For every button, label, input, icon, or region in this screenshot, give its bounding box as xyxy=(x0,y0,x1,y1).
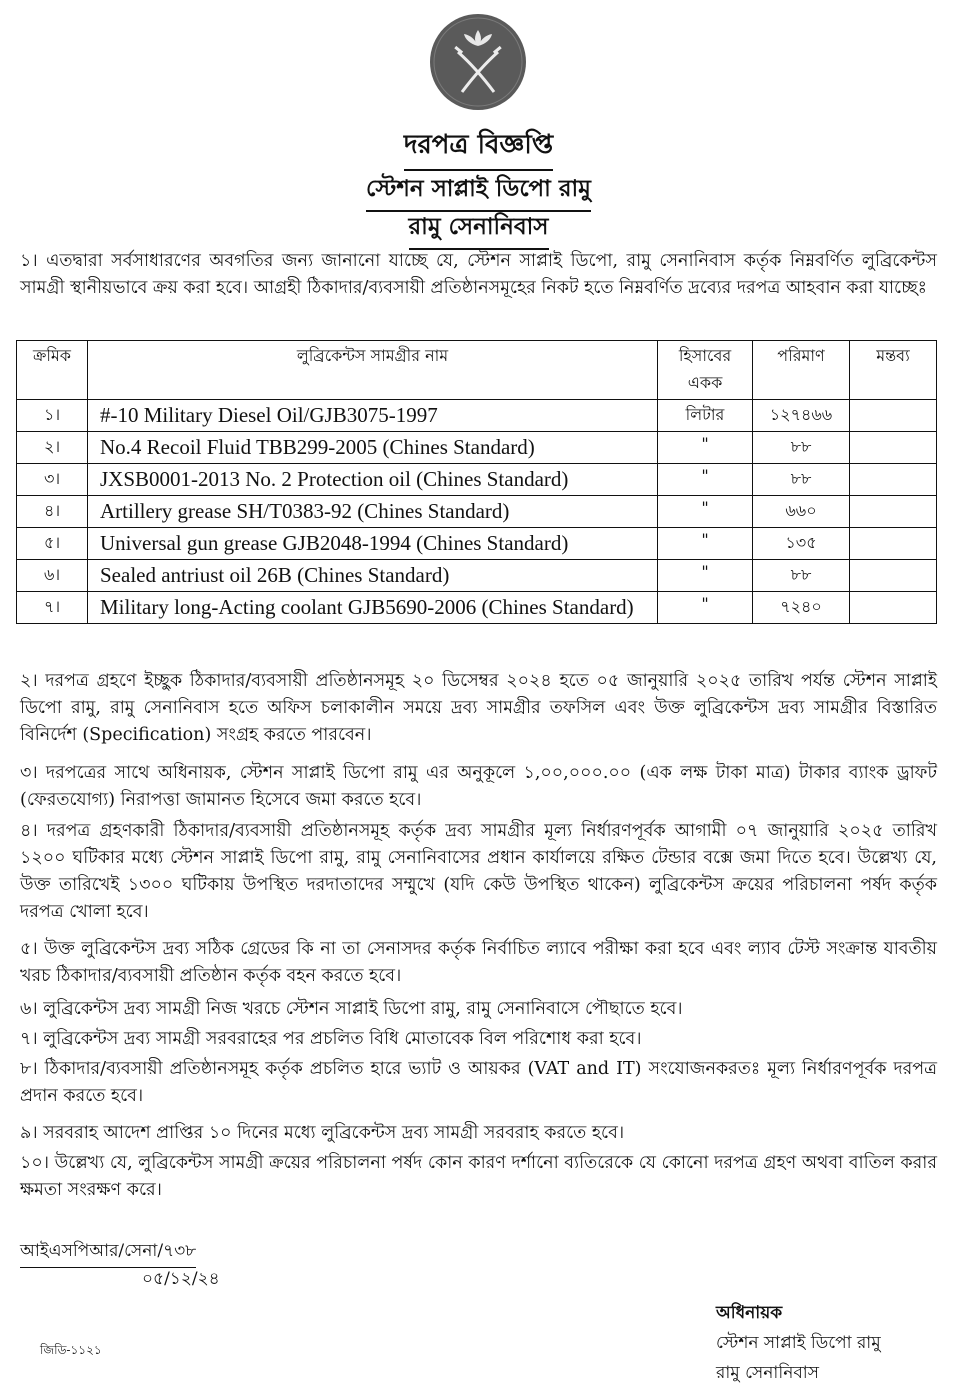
row-remarks xyxy=(850,496,937,528)
row-unit: " xyxy=(658,496,753,528)
table-row xyxy=(17,592,937,624)
row-item-name: Military long-Acting coolant GJB5690-2006 (Chines Standard) xyxy=(88,592,658,624)
table-row xyxy=(17,400,937,432)
row-quantity: ৮৮ xyxy=(753,464,850,496)
header-unit: হিসাবের একক xyxy=(658,341,753,400)
row-remarks xyxy=(850,400,937,432)
issue-date: ০৫/১২/২৪ xyxy=(142,1269,220,1289)
table-row xyxy=(17,528,937,560)
row-serial: ১। xyxy=(17,400,88,432)
table-row xyxy=(17,432,937,464)
row-remarks xyxy=(850,432,937,464)
clause-2-collection: ২। দরপত্র গ্রহণে ইচ্ছুক ঠিকাদার/ব্যবসায়ী প্রতিষ্ঠানসমূহ ২০ ডিসেম্বর ২০২৪ হতে ০৫ জানুয়ারি ২০২৫ তারিখ পর্যন্ত স্টেশন সাপ্লাই ডিপো রামু, রামু সেনানিবাস হতে অফিস চলাকালীন সময়ে দ্রব্য সামগ্রীর তফসিল এবং উক্ত লুব্রিকেন্টস দ্রব্য সামগ্রীর বিস্তারিত বিনির্দেশ (Specification) সংগ্রহ করতে পারবেন। xyxy=(20,671,937,745)
header-serial: ক্রমিক xyxy=(17,341,88,400)
header-item-name: লুব্রিকেন্টস সামগ্রীর নাম xyxy=(88,341,658,400)
signatory-office: স্টেশন সাপ্লাই ডিপো রামু xyxy=(716,1333,881,1353)
row-quantity: ৮৮ xyxy=(753,560,850,592)
clause-5-lab-test: ৫। উক্ত লুব্রিকেন্টস দ্রব্য সঠিক গ্রেডের কি না তা সেনাসদর কর্তৃক নির্বাচিত ল্যাবে পরীক্ষা করা হবে এবং ল্যাব টেস্ট সংক্রান্ত যাবতীয় খরচ ঠিকাদার/ব্যবসায়ী প্রতিষ্ঠান কর্তৃক বহন করতে হবে। xyxy=(20,939,937,986)
row-item-name: #-10 Military Diesel Oil/GJB3075-1997 xyxy=(88,400,658,432)
table-row xyxy=(17,464,937,496)
office-name: স্টেশন সাপ্লাই ডিপো রামু xyxy=(0,170,957,212)
signature-block xyxy=(716,1298,881,1388)
row-quantity: ৭২৪০ xyxy=(753,592,850,624)
clause-6-delivery: ৬। লুব্রিকেন্টস দ্রব্য সামগ্রী নিজ খরচে স্টেশন সাপ্লাই ডিপো রামু, রামু সেনানিবাসে পৌছাতে হবে। xyxy=(20,999,683,1019)
row-serial: ৩। xyxy=(17,464,88,496)
table-row xyxy=(17,560,937,592)
signatory-title: অধিনায়ক xyxy=(716,1303,783,1323)
row-unit: লিটার xyxy=(658,400,753,432)
header-quantity: পরিমাণ xyxy=(753,341,850,400)
army-emblem-logo xyxy=(428,12,528,112)
row-serial: ২। xyxy=(17,432,88,464)
row-item-name: No.4 Recoil Fluid TBB299-2005 (Chines Standard) xyxy=(88,432,658,464)
table-row xyxy=(17,496,937,528)
lubricants-table xyxy=(16,340,937,624)
reference-number: আইএসপিআর/সেনা/৭৩৮ xyxy=(20,1238,196,1268)
gd-code: জিডি-১১২১ xyxy=(40,1343,102,1357)
row-remarks xyxy=(850,592,937,624)
row-item-name: Universal gun grease GJB2048-1994 (Chines Standard) xyxy=(88,528,658,560)
row-quantity: ১৩৫ xyxy=(753,528,850,560)
row-remarks xyxy=(850,560,937,592)
row-item-name: JXSB0001-2013 No. 2 Protection oil (Chines Standard) xyxy=(88,464,658,496)
row-serial: ৬। xyxy=(17,560,88,592)
row-unit: " xyxy=(658,432,753,464)
signatory-location: রামু সেনানিবাস xyxy=(716,1363,819,1383)
row-remarks xyxy=(850,528,937,560)
cantonment-name: রামু সেনানিবাস xyxy=(0,208,957,250)
row-quantity: ১২৭৪৬৬ xyxy=(753,400,850,432)
clause-9-supply-time: ৯। সরবরাহ আদেশ প্রাপ্তির ১০ দিনের মধ্যে লুব্রিকেন্টস দ্রব্য সামগ্রী সরবরাহ করতে হবে। xyxy=(20,1123,625,1143)
clause-1-intro: ১। এতদ্বারা সর্বসাধারণের অবগতির জন্য জানানো যাচ্ছে যে, স্টেশন সাপ্লাই ডিপো, রামু সেনানিবাস কর্তৃক নিম্নবর্ণিত লুব্রিকেন্টস সামগ্রী স্থানীয়ভাবে ক্রয় করা হবে। আগ্রহী ঠিকাদার/ব্যবসায়ী প্রতিষ্ঠানসমূহের নিকট হতে নিম্নবর্ণিত দ্রব্যের দরপত্র আহবান করা যাচ্ছেঃ xyxy=(20,251,937,298)
row-unit: " xyxy=(658,592,753,624)
clause-10-rights: ১০। উল্লেখ্য যে, লুব্রিকেন্টস সামগ্রী ক্রয়ের পরিচালনা পর্ষদ কোন কারণ দর্শানো ব্যতিরেকে যে কোনো দরপত্র গ্রহণ অথবা বাতিল করার ক্ষমতা সংরক্ষণ করে। xyxy=(20,1153,937,1200)
clause-8-vat: ৮। ঠিকাদার/ব্যবসায়ী প্রতিষ্ঠানসমূহ কর্তৃক প্রচলিত হারে ভ্যাট ও আয়কর (VAT and IT) সংযোজনকরতঃ মূল্য নির্ধারণপূর্বক দরপত্র প্রদান করতে হবে। xyxy=(20,1059,937,1106)
row-unit: " xyxy=(658,560,753,592)
clause-7-payment: ৭। লুব্রিকেন্টস দ্রব্য সামগ্রী সরবরাহের পর প্রচলিত বিধি মোতাবেক বিল পরিশোধ করা হবে। xyxy=(20,1029,642,1049)
row-unit: " xyxy=(658,528,753,560)
row-item-name: Sealed antriust oil 26B (Chines Standard) xyxy=(88,560,658,592)
clause-3-security-deposit: ৩। দরপত্রের সাথে অধিনায়ক, স্টেশন সাপ্লাই ডিপো রামু এর অনুকূলে ১,০০,০০০.০০ (এক লক্ষ টাকা মাত্র) টাকার ব্যাংক ড্রাফট (ফেরতযোগ্য) নিরাপত্তা জামানত হিসেবে জমা করতে হবে। xyxy=(20,763,937,810)
table-header-row xyxy=(17,341,937,400)
notice-title: দরপত্র বিজ্ঞপ্তি xyxy=(0,124,957,171)
row-quantity: ৬৬০ xyxy=(753,496,850,528)
row-quantity: ৮৮ xyxy=(753,432,850,464)
row-serial: ৫। xyxy=(17,528,88,560)
header-remarks: মন্তব্য xyxy=(850,341,937,400)
clause-4-submission: ৪। দরপত্র গ্রহণকারী ঠিকাদার/ব্যবসায়ী প্রতিষ্ঠানসমূহ কর্তৃক দ্রব্য সামগ্রীর মূল্য নির্ধারণপূর্বক আগামী ০৭ জানুয়ারি ২০২৫ তারিখ ১২০০ ঘটিকার মধ্যে স্টেশন সাপ্লাই ডিপো রামু, রামু সেনানিবাসের প্রধান কার্যালয়ে রক্ষিত টেন্ডার বক্সে জমা দিতে হবে। উল্লেখ্য যে, উক্ত তারিখেই ১৩০০ ঘটিকায় উপস্থিত দরদাতাদের সম্মুখে (যদি কেউ উপস্থিত থাকেন) লুব্রিকেন্টস ক্রয়ের পরিচালনা পর্ষদ কর্তৃক দরপত্র খোলা হবে। xyxy=(20,821,937,922)
row-serial: ৪। xyxy=(17,496,88,528)
row-item-name: Artillery grease SH/T0383-92 (Chines Standard) xyxy=(88,496,658,528)
row-serial: ৭। xyxy=(17,592,88,624)
row-remarks xyxy=(850,464,937,496)
row-unit: " xyxy=(658,464,753,496)
